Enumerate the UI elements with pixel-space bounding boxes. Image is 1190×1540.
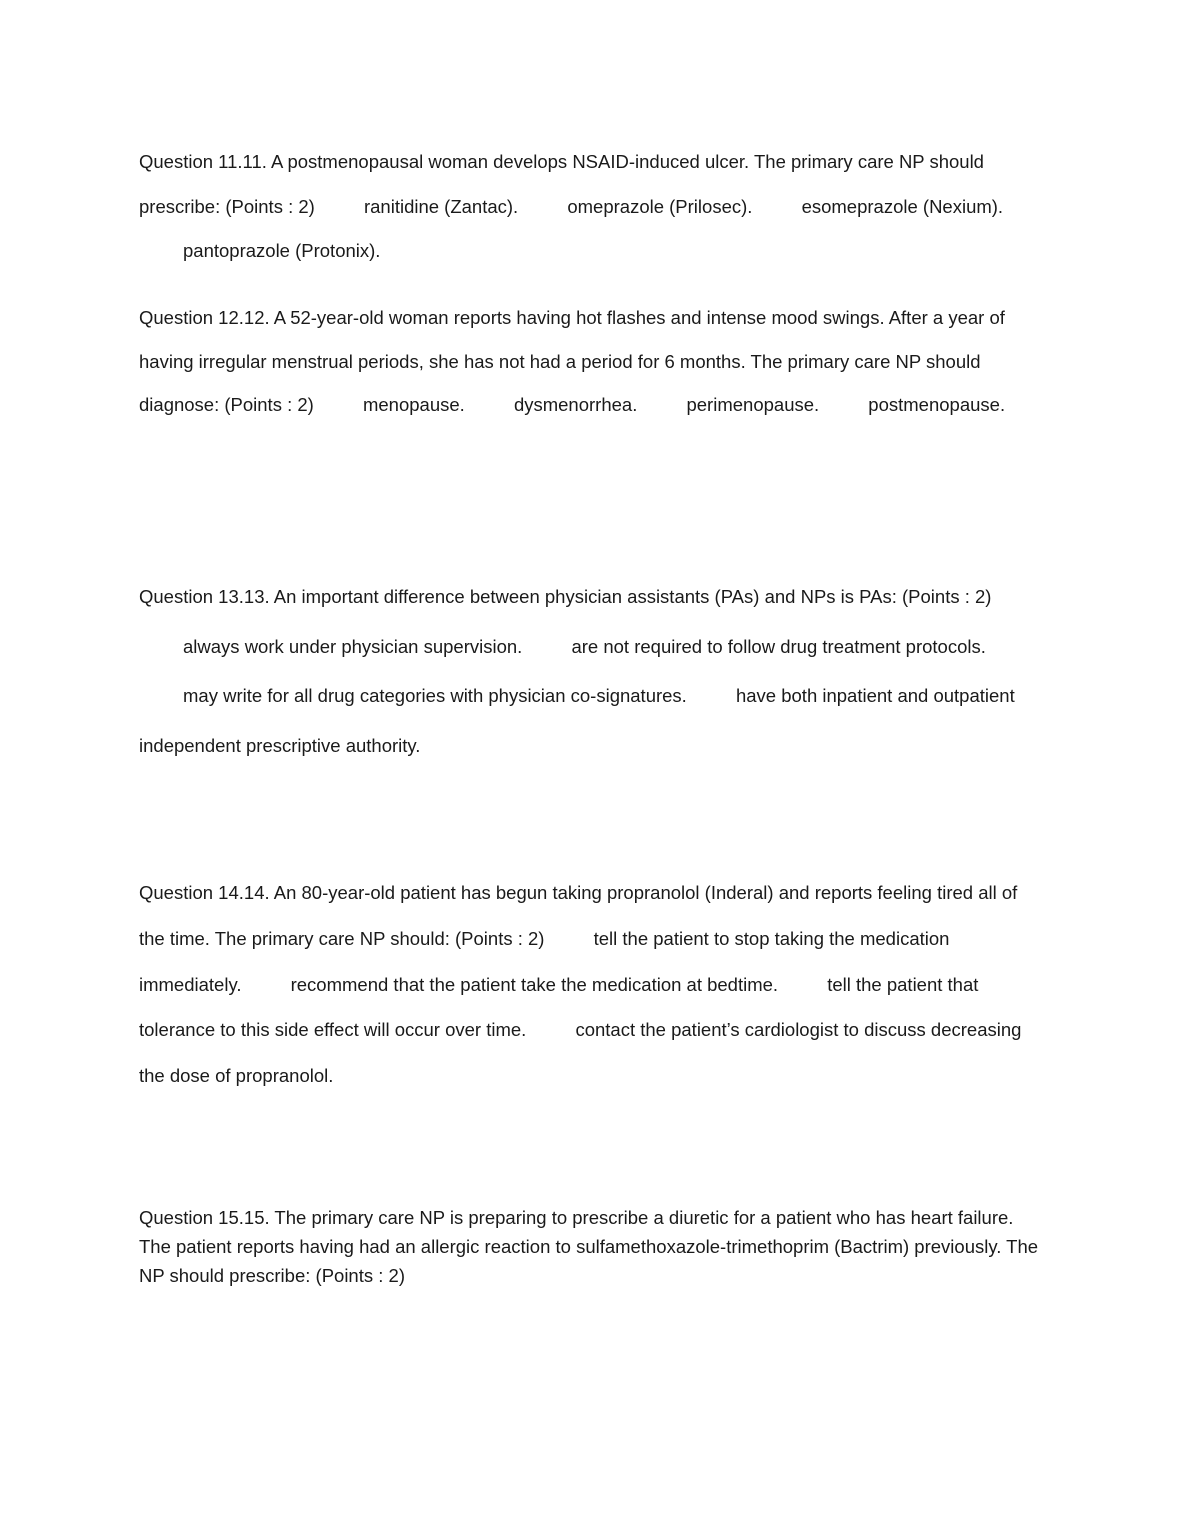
question-stem: Question 15.15. The primary care NP is preparing to prescribe a diuretic for a patient who has heart failure. The patient reports having had an allergic reaction to sulfamethoxazole-trimethoprim (Bactrim) previously. The NP should prescribe: (Points : 2) (139, 1207, 1039, 1286)
answer-option: recommend that the patient take the medication at bedtime. (290, 973, 779, 995)
question-stem: Question 12.12. A 52-year-old woman reports having hot flashes and intense mood swings. After a year of having irregular menstrual periods, she has not had a period for 6 months. The primary care NP should diagnose: (Points : 2) (139, 307, 1005, 415)
answer-option: ranitidine (Zantac). (363, 195, 519, 217)
answer-option: omeprazole (Prilosec). (567, 195, 753, 217)
answer-option: postmenopause. (868, 394, 1006, 415)
answer-option: tell the patient that tolerance to this side effect will occur over time. (139, 973, 979, 1041)
question-12 (139, 296, 1044, 427)
question-13 (139, 572, 1044, 770)
question-stem: Question 13.13. An important difference between physician assistants (PAs) and NPs is PAs: (Points : 2) (139, 586, 992, 607)
question-15 (139, 1203, 1044, 1290)
answer-option: may write for all drug categories with physician co-signatures. (183, 685, 687, 706)
answer-option: contact the patient’s cardiologist to discuss decreasing the dose of propranolol. (139, 1019, 1022, 1087)
answer-option: esomeprazole (Nexium). (801, 195, 1004, 217)
answer-option: tell the patient to stop taking the medication immediately. (139, 927, 950, 995)
question-stem: Question 11.11. A postmenopausal woman develops NSAID-induced ulcer. The primary care NP should prescribe: (Points : 2) (139, 151, 984, 217)
answer-option: dysmenorrhea. (513, 394, 638, 415)
answer-option: have both inpatient and outpatient independent prescriptive authority. (139, 685, 1015, 756)
answer-option: menopause. (362, 394, 465, 415)
question-11 (139, 140, 1044, 274)
answer-option: always work under physician supervision. (183, 635, 523, 657)
answer-option: perimenopause. (686, 394, 820, 415)
question-stem: Question 14.14. An 80-year-old patient has begun taking propranolol (Inderal) and reports feeling tired all of the time. The primary care NP should: (Points : 2) (139, 882, 1018, 949)
question-14 (139, 870, 1044, 1099)
answer-option: are not required to follow drug treatment protocols. (571, 635, 986, 657)
answer-option: pantoprazole (Protonix). (183, 240, 381, 261)
